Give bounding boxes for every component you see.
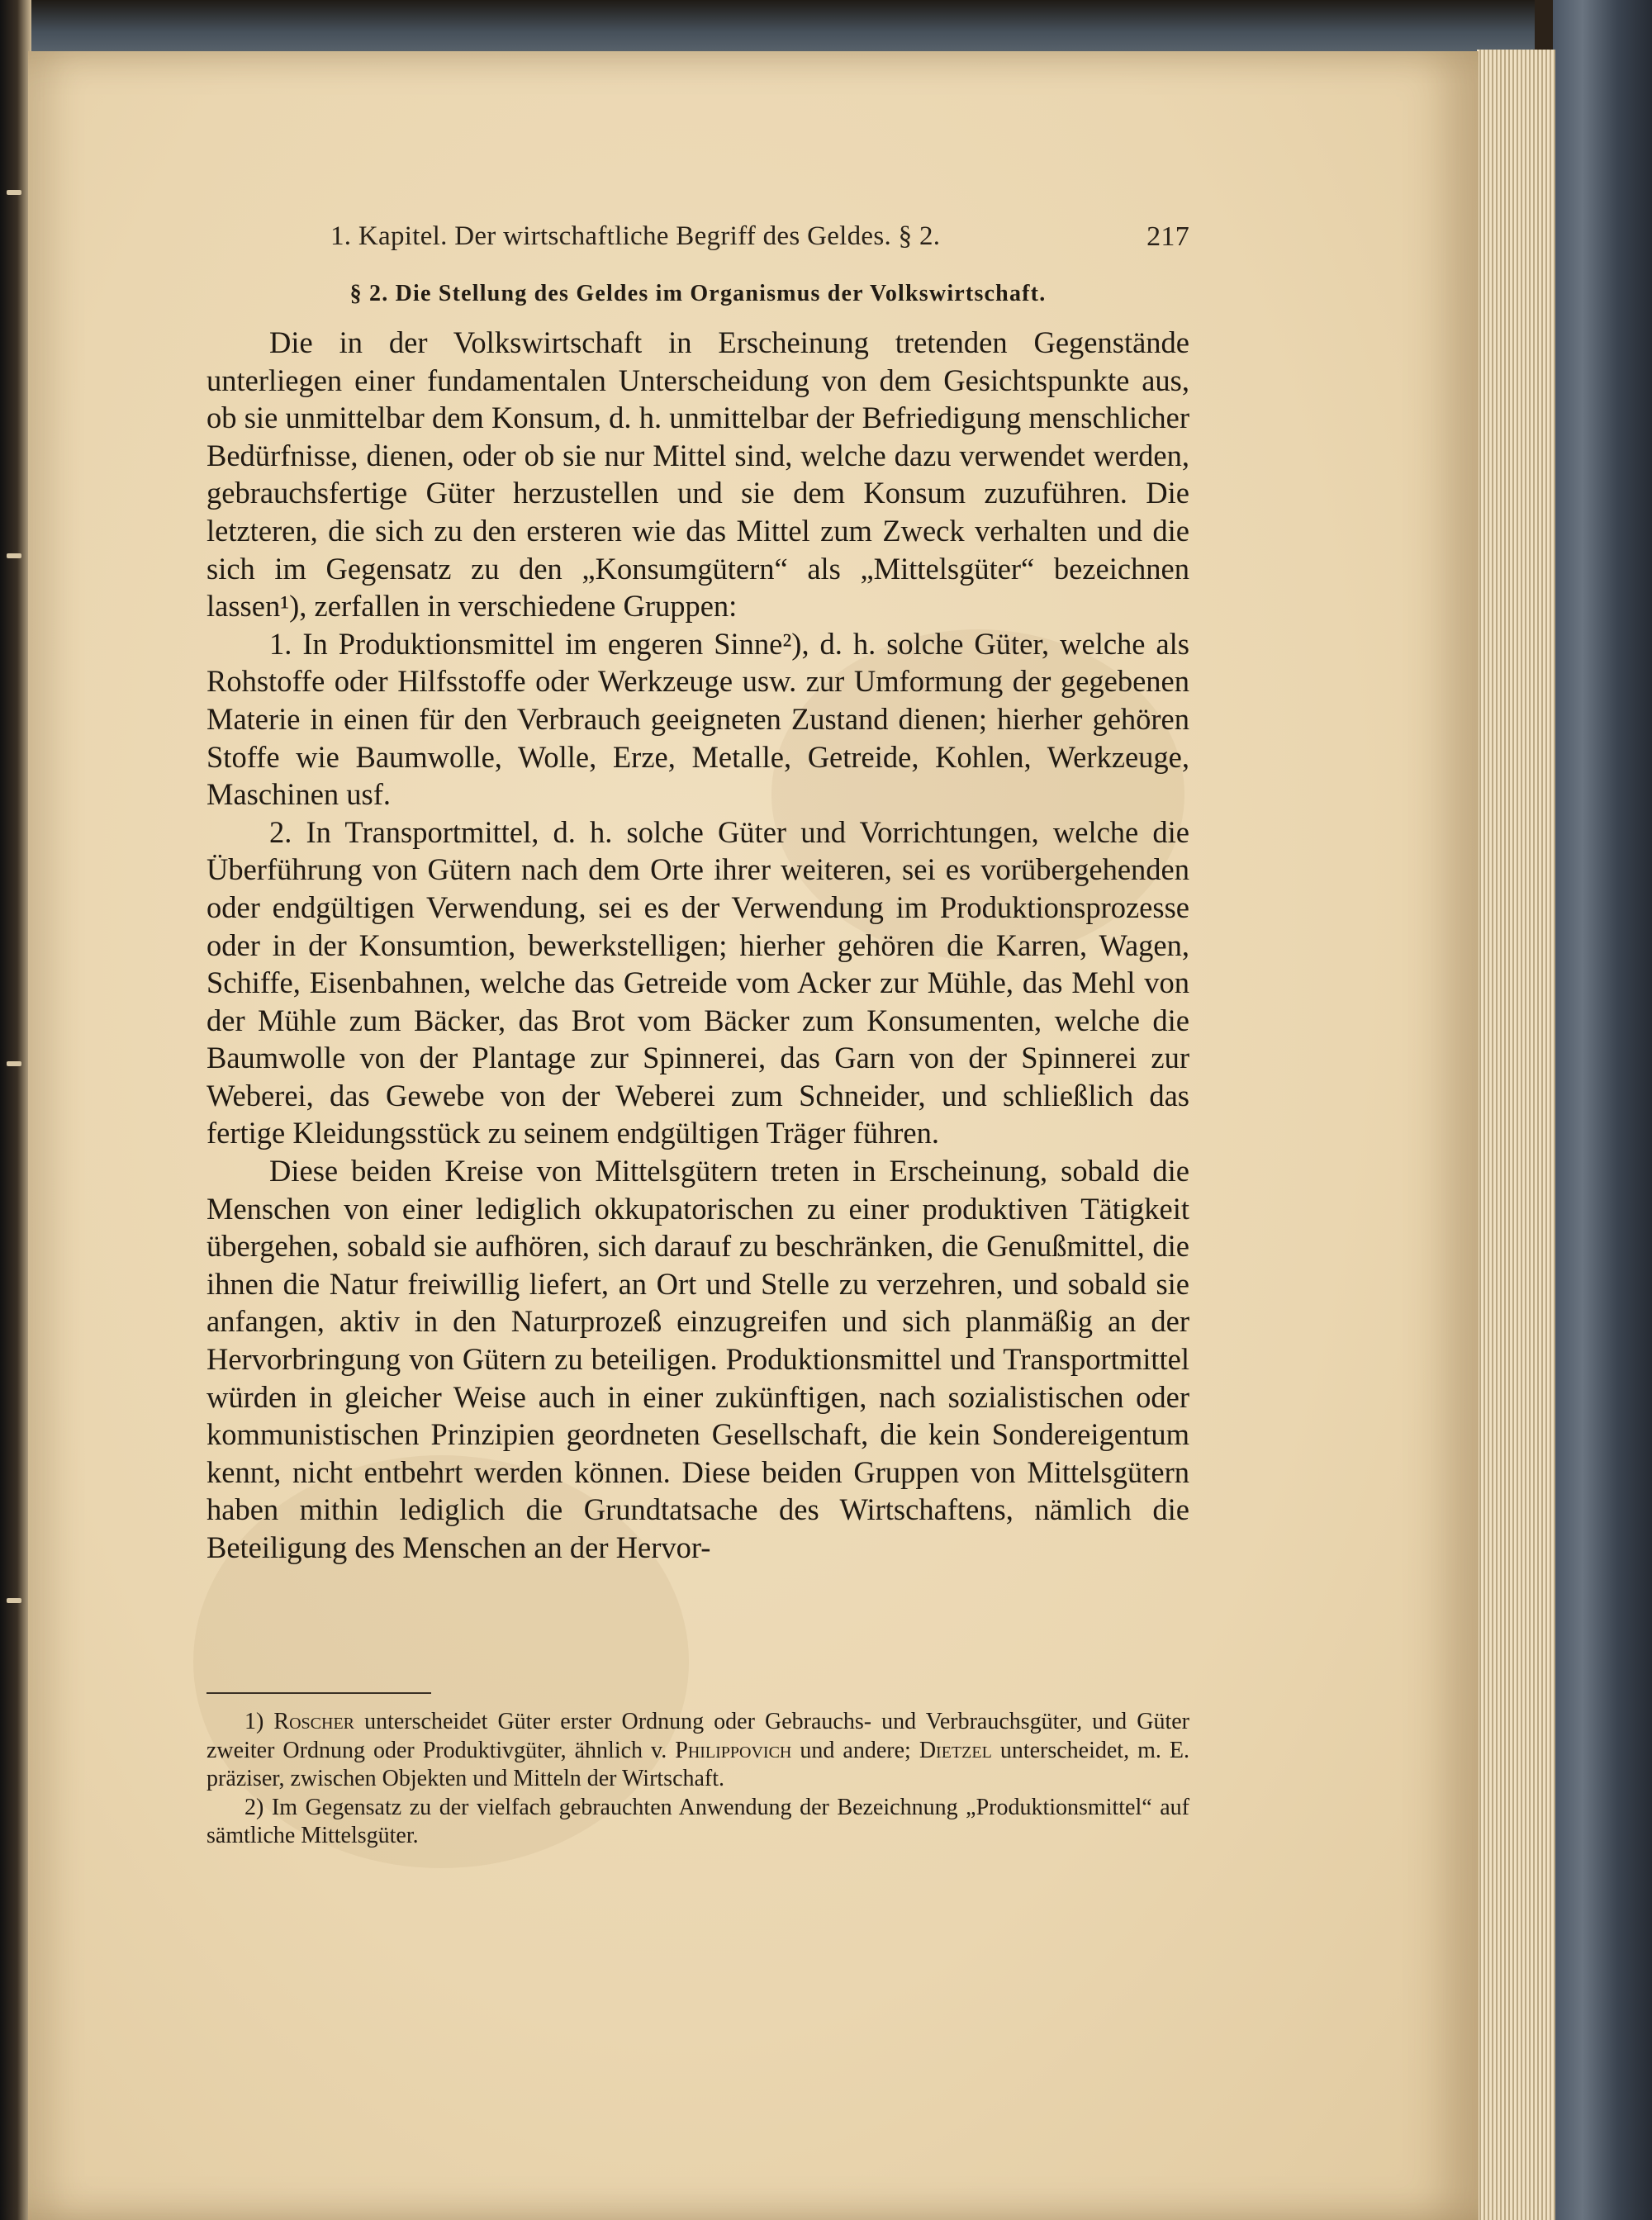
footnote-1 [206,1708,1189,1794]
paragraph: Die in der Volkswirtschaft in Erscheinung tretenden Gegenstände unterliegen einer fundamentalen Unterscheidung von dem Gesichtspunkte aus, ob sie unmittelbar dem Konsum, d. h. unmittelbar der Befriedigung menschlicher Bedürfnisse, dienen, oder ob sie nur Mittel sind, welche dazu verwendet werden, gebrauchsfertige Güter herzustellen und sie dem Konsum zuzuführen. Die letzteren, die sich zu den ersteren wie das Mittel zum Zweck verhalten und die sich im Gegensatz zu den „Konsumgütern“ als „Mittelsgüter“ bezeichnen lassen¹), zerfallen in verschiedene Gruppen: [206,325,1189,624]
binding-thread-mark [7,190,21,195]
binding-thread-mark [7,1598,21,1603]
footnote-marker: 2) [244,1794,264,1820]
paragraph: 1. In Produktionsmittel im engeren Sinne²), d. h. solche Güter, welche als Rohstoffe oder Hilfsstoffe oder Werkzeuge usw. zur Umformung der gegebenen Materie in einen für den Verbrauch geeigneten Zustand dienen; hierher gehören Stoffe wie Baumwolle, Wolle, Erze, Metalle, Getreide, Kohlen, Werkzeuge, Maschinen usf. [206,626,1189,812]
footnote-text: unterscheidet Güter erster Ordnung oder Gebrauchs- und Verbrauchsgüter, und Güter zweiter Ordnung oder Produktivgüter, ähnlich v. [206,1709,1190,1763]
footnote-text: und andere; [791,1737,919,1763]
page-edges [1477,50,1555,2220]
top-cover-edge [31,0,1535,58]
body-text [206,324,1189,1567]
footnote-text: unterscheidet, m. E. präziser, zwischen Objekten und Mitteln der Wirtschaft. [206,1737,1189,1791]
paragraph: Diese beiden Kreise von Mittelsgütern treten in Erscheinung, sobald die Menschen von einer lediglich okkupatorischen zu einer produktiven Tätigkeit übergehen, sobald sie aufhören, sich darauf zu beschränken, die Genußmittel, die ihnen die Natur freiwillig liefert, an Ort und Stelle zu verzehren, und sobald sie anfangen, aktiv in den Naturprozeß einzugreifen und sich planmäßig an der Hervorbringung von Gütern zu beteiligen. Produktionsmittel und Transportmittel würden in gleicher Weise auch in einer zukünftigen, nach sozialistischen oder kommunistischen Prinzipien geordneten Gesellschaft, die kein Sondereigentum kennt, nicht entbehrt werden können. Diese beiden Gruppen von Mittelsgütern haben mithin lediglich die Grundtatsache des Wirtschaftens, nämlich die Beteiligung des Menschen an der Hervor- [206,1154,1189,1564]
footnote-text: Im Gegensatz zu der vielfach gebrauchten Anwendung der Bezeichnung „Produktionsmittel“ auf sämtliche Mittelsgüter. [206,1794,1189,1848]
footnote-separator [206,1692,431,1694]
page-number: 217 [1146,221,1189,252]
author-name: Philippovich [675,1737,792,1763]
footnotes [206,1708,1189,1851]
page-header [330,221,1189,259]
paragraph: 2. In Transportmittel, d. h. solche Güter und Vorrichtungen, welche die Überführung von Gütern nach dem Orte ihrer weiteren, sei es vorübergehenden oder endgültigen Verwendung, sei es der Verwendung im Produktionsprozesse oder in der Konsumtion, bewerkstelligen; hierher gehören die Karren, Wagen, Schiffe, Eisenbahnen, welche das Getreide vom Acker zur Mühle, das Mehl von der Mühle zum Bäcker, das Brot vom Bäcker zum Konsumenten, welche die Baumwolle von der Plantage zur Spinnerei, das Garn von der Spinnerei zur Weberei, das Gewebe von der Weberei zum Schneider, und schließlich das fertige Kleidungsstück zu seinem endgültigen Träger führen. [206,814,1189,1150]
author-name: Roscher [273,1709,355,1734]
left-binding-edge [0,0,31,2220]
section-title: § 2. Die Stellung des Geldes im Organismus der Volkswirtschaft. [349,281,1047,306]
author-name: Dietzel [919,1737,992,1763]
marbled-cover [1553,0,1652,2220]
binding-thread-mark [7,553,21,558]
binding-thread-mark [7,1061,21,1066]
running-head: 1. Kapitel. Der wirtschaftliche Begriff des Geldes. § 2. [330,221,941,251]
footnote-2 [206,1794,1189,1851]
footnote-marker: 1) [244,1709,264,1734]
